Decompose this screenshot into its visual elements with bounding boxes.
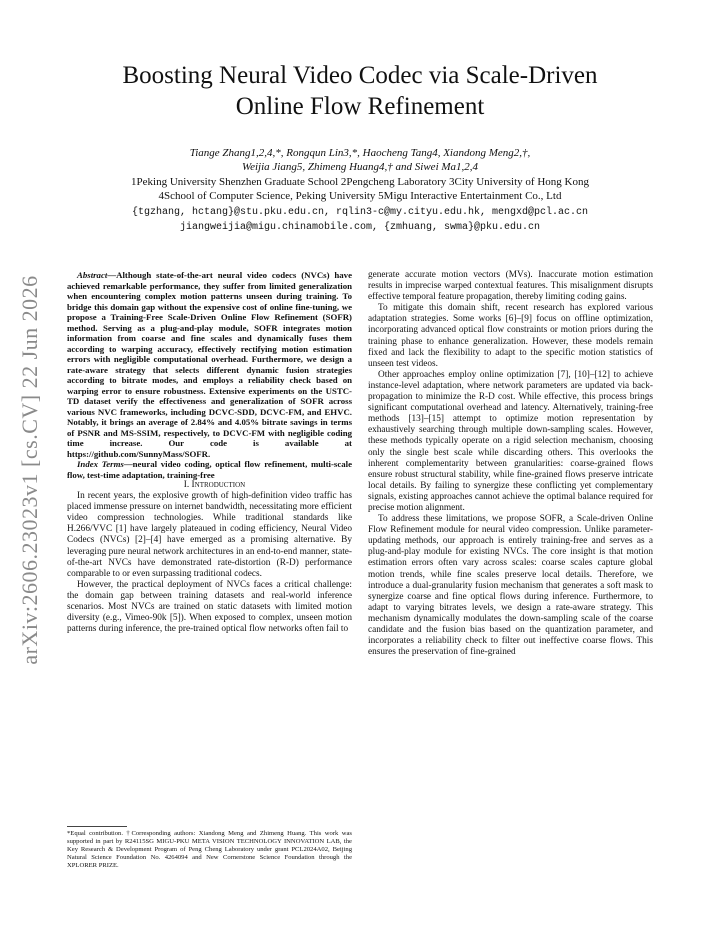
affiliations-line-1: 1Peking University Shenzhen Graduate School 2Pengcheng Laboratory 3City University of Hong Kong	[131, 176, 589, 188]
intro-paragraph: In recent years, the explosive growth of high-definition video traffic has placed immense pressure on internet bandwidth, necessitating more efficient video compression technologies. While traditional standards like H.266/VVC [1] have largely plateaued in coding efficiency, Neural Video Codecs (NVCs) [2]–[4] have emerged as a promising alternative. By leveraging pure neural network architectures in an end-to-end manner, state-of-the-art NVCs have demonstrated rate-distortion (R-D) performance comparable to or even surpassing traditional codecs.	[67, 491, 352, 579]
arxiv-stamp	[10, 270, 50, 670]
abstract	[67, 270, 352, 459]
index-terms	[67, 459, 352, 480]
section-heading: I. Introduction	[183, 480, 246, 490]
body-paragraph: generate accurate motion vectors (MVs). Inaccurate motion estimation results in imprecise warped contextual features. This misalignment disrupts effective temporal feature propagation, thereby limiting coding gains.	[368, 270, 653, 303]
authors-line-1: Tiange Zhang1,2,4,*, Rongqun Lin3,*, Haocheng Tang4, Xiandong Meng2,†,	[189, 147, 531, 159]
emails-line-1: {tgzhang, hctang}@stu.pku.edu.cn, rqlin3-c@my.cityu.edu.hk, mengxd@pcl.ac.cn	[131, 207, 589, 218]
authors-line-2: Weijia Jiang5, Zhimeng Huang4,† and Siwei Ma1,2,4	[241, 161, 479, 173]
left-column	[67, 270, 352, 635]
author-emails	[0, 205, 720, 235]
body-paragraph: Other approaches employ online optimization [7], [10]–[12] to achieve instance-level adaptation, where network parameters are updated via back-propagation to minimize the R-D cost. While effective, this process brings significant computational overhead and latency. Alternatively, training-free methods [13]–[15] attempt to optimize motion representation by exhaustively searching through multiple down-sampling scales. However, these methods typically operate on a rigid selection mechanism, choosing only the single best scale while discarding others. This overlooks the inherent complementarity between granularities: coarse-grained flows ensure robust structural stability, while fine-grained flows preserve intricate local details. By failing to synergize these conflicting yet complementary signals, existing approaches cannot achieve the optimal balance required for precise motion alignment.	[368, 369, 653, 513]
index-terms-text: —neural video coding, optical flow refinement, multi-scale flow, test-time adaptation, training-free	[67, 459, 352, 480]
footnote-text: *Equal contribution. †Corresponding authors: Xiandong Meng and Zhimeng Huang. This work was supported in part by R24115SG MIGU-PKU META VISION TECHNOLOGY INNOVATION LAB, the Key Research & Development Program of Peng Cheng Laboratory under grant PCL2024A02, Beijing Natural Science Foundation No. 4264094 and New Cornerstone Science Foundation through the XPLORER PRIZE.	[67, 830, 352, 869]
footnote	[67, 826, 352, 870]
arxiv-stamp-text: arXiv:2606.23023v1 [cs.CV] 22 Jun 2026	[17, 275, 42, 665]
title-line-2: Online Flow Refinement	[235, 93, 485, 120]
footnote-rule	[67, 826, 127, 827]
affiliations	[0, 175, 720, 203]
body-paragraph: To mitigate this domain shift, recent research has explored various adaptation strategies. Some works [6]–[9] focus on offline optimization, incorporating advanced optical flow constraints or motion priors during the training phase to enhance generalization. However, these models remain fixed and lack the flexibility to adapt to the specific motion statistics of unseen test videos.	[368, 303, 653, 369]
index-terms-label: Index Terms	[77, 459, 124, 469]
intro-paragraph: However, the practical deployment of NVCs faces a critical challenge: the domain gap between training datasets and real-world inference scenarios. Most NVCs are trained on static datasets with limited motion diversity (e.g., Vimeo-90k [5]). When exposed to complex, unseen motion patterns during inference, the pre-trained optical flow networks often fail to	[67, 579, 352, 635]
body-paragraph: To address these limitations, we propose SOFR, a Scale-driven Online Flow Refinement module for neural video compression. Unlike parameter-updating methods, our approach is entirely training-free and serves as a plug-and-play module for existing NVCs. The core insight is that motion estimation errors often vary across scales: coarse scales capture global motion trends, while fine scales preserve local details. Therefore, we introduce a dual-granularity fusion mechanism that generates a soft mask to synergize coarse and fine optical flows during inference. Furthermore, to adapt to varying bitrates levels, we design a rate-aware strategy. This mechanism dynamically modulates the down-sampling scale of the coarse candidate and the fusion bias based on the quantization parameter, and incorporates a reliability check to filter out ineffective coarse flows. This ensures the preservation of fine-grained	[368, 514, 653, 658]
abstract-label: Abstract	[77, 270, 108, 280]
author-list	[0, 146, 720, 174]
right-column	[368, 270, 653, 658]
affiliations-line-2: 4School of Computer Science, Peking University 5Migu Interactive Entertainment Co., Ltd	[158, 190, 562, 202]
title-line-1: Boosting Neural Video Codec via Scale-Driven	[122, 62, 598, 89]
paper-title	[0, 60, 720, 122]
abstract-text: —Although state-of-the-art neural video codecs (NVCs) have achieved remarkable performance, they suffer from limited generalization when encountering complex motion patterns unseen during training. To bridge this domain gap without the expensive cost of online fine-tuning, we propose a Training-Free Scale-Driven Online Flow Refinement (SOFR) method. Serving as a plug-and-play module, SOFR integrates motion information from coarse and fine scales and dynamically fuses them according to warping accuracy, effectively rectifying motion estimation errors with negligible computational overhead. Furthermore, we design a rate-aware strategy that selects different dynamic fusion strategies according to bitrate modes, and employs a reliability check based on warping error to ensure robustness. Extensive experiments on the USTC-TD dataset verify the effectiveness and generalization of SOFR across various NVC frameworks, including DCVC-SDD, DCVC-FM, and EHVC. Notably, it brings an average of 2.84% and 4.05% bitrate savings in terms of PSNR and MS-SSIM, respectively, to DCVC-FM with negligible coding time increase. Our code is available at https://github.com/SunnyMass/SOFR.	[67, 270, 352, 459]
emails-line-2: jiangweijia@migu.chinamobile.com, {zmhuang, swma}@pku.edu.cn	[179, 222, 541, 233]
